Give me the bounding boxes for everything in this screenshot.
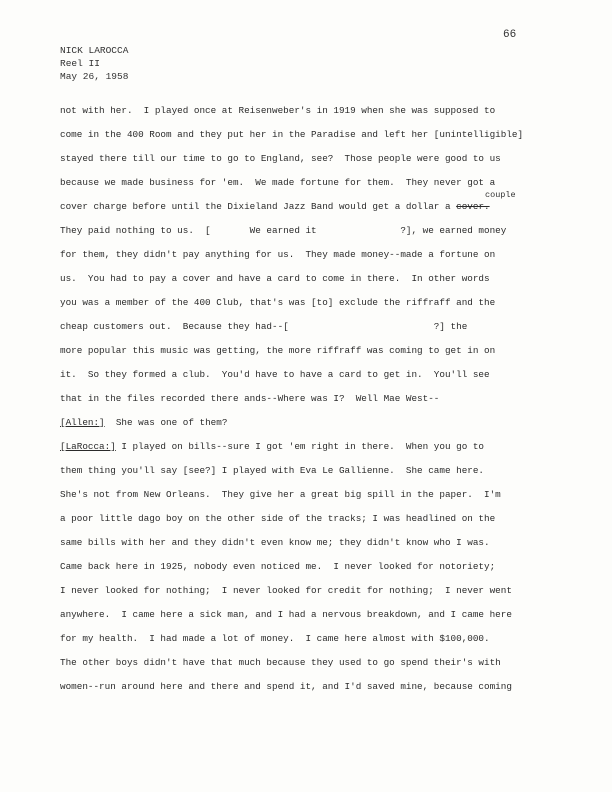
transcript-line — [60, 200, 490, 214]
transcript-line: She's not from New Orleans. They give her a great big spill in the paper. I'm — [60, 489, 501, 500]
transcript-line: us. You had to pay a cover and have a card to come in there. In other words — [60, 273, 490, 284]
interview-date: May 26, 1958 — [60, 71, 129, 82]
transcript-line-text: I played on bills--sure I got 'em right in there. When you go to — [115, 441, 485, 452]
transcript-line — [60, 416, 227, 430]
speaker-allen: [Allen:] — [60, 417, 105, 428]
transcript-line: stayed there till our time to go to England, see? Those people were good to us — [60, 153, 501, 164]
transcript-line: The other boys didn't have that much because they used to go spend their's with — [60, 657, 501, 668]
transcript-line: I never looked for nothing; I never looked for credit for nothing; I never went — [60, 585, 512, 596]
interviewee-name: NICK LAROCCA — [60, 45, 129, 56]
document-header — [60, 44, 128, 83]
transcript-line: not with her. I played once at Reisenweber's in 1919 when she was supposed to — [60, 105, 496, 116]
transcript-line: anywhere. I came here a sick man, and I had a nervous breakdown, and I came here — [60, 609, 512, 620]
transcript-line: for my health. I had made a lot of money. I came here almost with $100,000. — [60, 633, 490, 644]
transcript-line-text: She was one of them? — [115, 417, 228, 428]
transcript-line: come in the 400 Room and they put her in the Paradise and left her [unintelligible] — [60, 129, 524, 140]
transcript-line: them thing you'll say [see?] I played with Eva Le Gallienne. She came here. — [60, 465, 485, 476]
transcript-line: women--run around here and there and spend it, and I'd saved mine, because coming — [60, 681, 512, 692]
speaker-larocca: [LaRocca:] — [60, 441, 116, 452]
transcript-line: cheap customers out. Because they had--[ ?] the — [60, 321, 468, 332]
handwritten-insert: couple — [485, 190, 516, 200]
transcript-line: They paid nothing to us. [ We earned it ?], we earned money — [60, 225, 507, 236]
transcript-line: same bills with her and they didn't even know me; they didn't know who I was. — [60, 537, 490, 548]
transcript-line: Came back here in 1925, nobody even noticed me. I never looked for notoriety; — [60, 561, 496, 572]
transcript-line: you was a member of the 400 Club, that's was [to] exclude the riffraff and the — [60, 297, 496, 308]
reel-label: Reel II — [60, 58, 100, 69]
struck-word: cover. — [456, 201, 490, 212]
transcript-line: that in the files recorded there ands--Where was I? Well Mae West-- — [60, 393, 440, 404]
transcript-line: it. So they formed a club. You'd have to have a card to get in. You'll see — [60, 369, 490, 380]
transcript-line: more popular this music was getting, the more riffraff was coming to get in on — [60, 345, 496, 356]
transcript-line-text: cover charge before until the Dixieland Jazz Band would get a dollar a — [60, 201, 457, 212]
transcript-line: because we made business for 'em. We made fortune for them. They never got a — [60, 177, 496, 188]
transcript-line: a poor little dago boy on the other side of the tracks; I was headlined on the — [60, 513, 496, 524]
page-number: 66 — [503, 29, 517, 41]
transcript-line — [60, 440, 484, 454]
transcript-line: for them, they didn't pay anything for us. They made money--made a fortune on — [60, 249, 496, 260]
